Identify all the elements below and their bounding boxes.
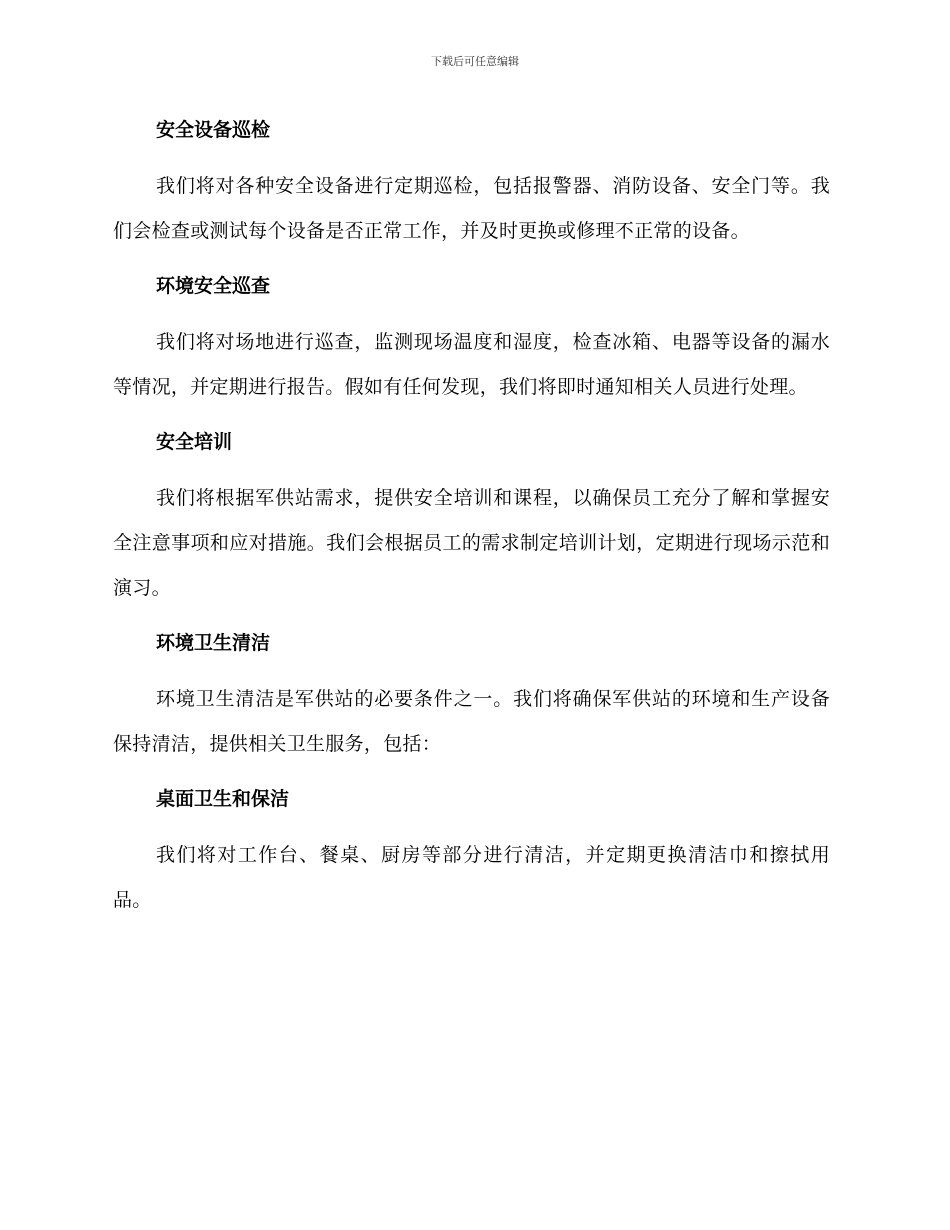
section-heading: 安全设备巡检 [156, 119, 271, 141]
section-safety-equipment-inspection [113, 114, 830, 254]
section-paragraph: 我们将对工作台、餐桌、厨房等部分进行清洁，并定期更换清洁巾和擦拭用品。 [113, 844, 830, 911]
section-paragraph: 我们将根据军供站需求，提供安全培训和课程，以确保员工充分了解和掌握安全注意事项和应对措施。我们会根据员工的需求制定培训计划，定期进行现场示范和演习。 [113, 487, 830, 599]
section-heading: 桌面卫生和保洁 [156, 788, 290, 810]
section-paragraph: 环境卫生清洁是军供站的必要条件之一。我们将确保军供站的环境和生产设备保持清洁，提供相关卫生服务，包括： [113, 688, 830, 755]
section-environment-safety-patrol [113, 270, 830, 410]
section-safety-training [113, 426, 830, 611]
section-environment-sanitation [113, 627, 830, 767]
section-desk-sanitation [113, 783, 830, 923]
section-heading: 环境卫生清洁 [156, 632, 271, 654]
page-header: 下载后可任意编辑 [431, 55, 519, 68]
section-paragraph: 我们将对各种安全设备进行定期巡检，包括报警器、消防设备、安全门等。我们会检查或测试每个设备是否正常工作，并及时更换或修理不正常的设备。 [113, 175, 830, 242]
section-paragraph: 我们将对场地进行巡查，监测现场温度和湿度，检查冰箱、电器等设备的漏水等情况，并定期进行报告。假如有任何发现，我们将即时通知相关人员进行处理。 [113, 331, 830, 398]
section-heading: 环境安全巡查 [156, 275, 271, 297]
document-body [113, 114, 830, 939]
section-heading: 安全培训 [156, 431, 233, 453]
